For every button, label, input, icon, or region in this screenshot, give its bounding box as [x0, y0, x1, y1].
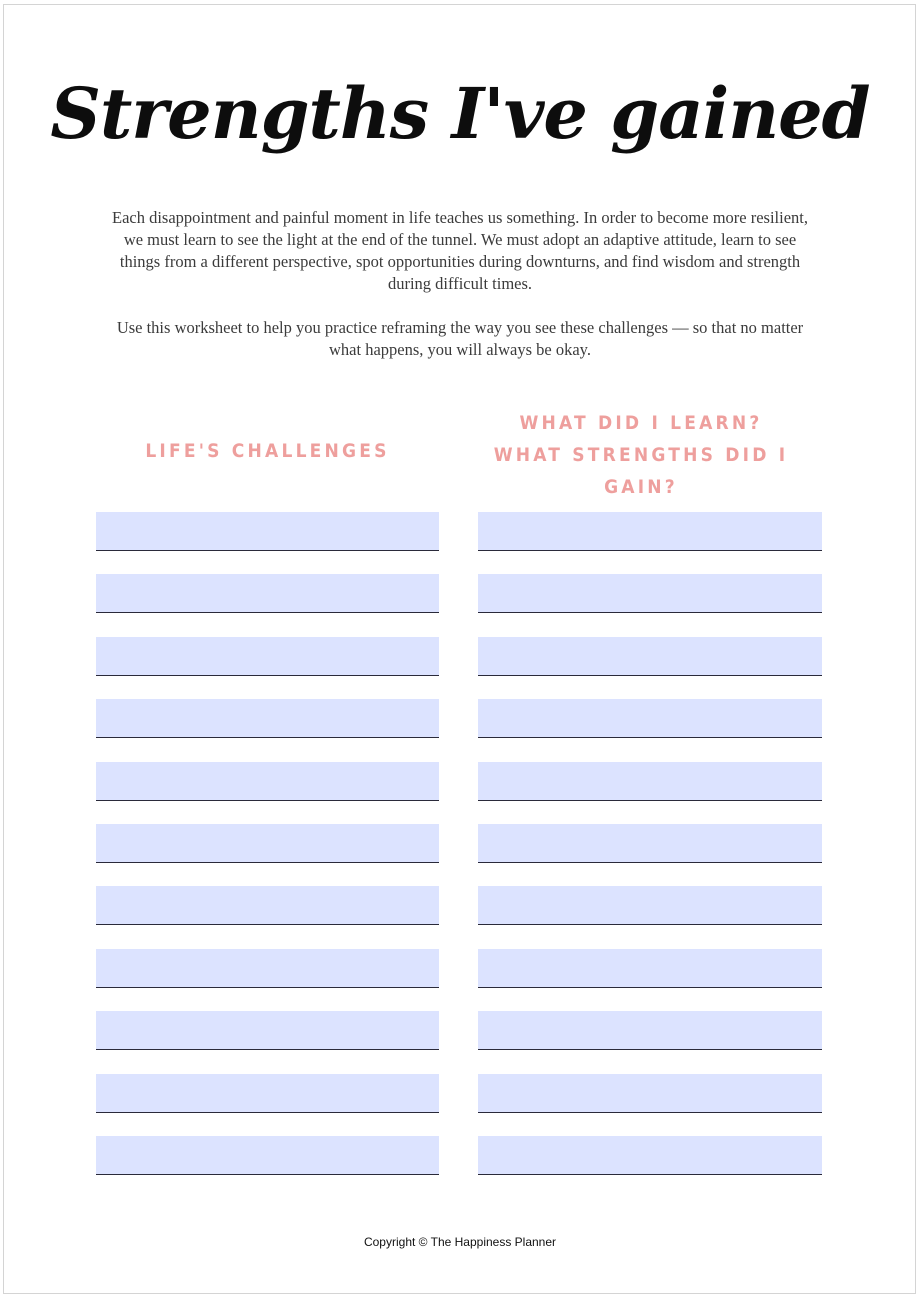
intro-paragraph-1: Each disappointment and painful moment in life teaches us something. In order to become more resilient, we must learn to see the light at the end of the tunnel. We must adopt an adaptive attitude, learn to see things from a different perspective, spot opportunities during downturns, and find wisdom and strength during difficult times.	[111, 208, 808, 293]
strength-line-1[interactable]	[478, 512, 822, 551]
strength-line-10[interactable]	[478, 1074, 822, 1113]
challenge-line-7[interactable]	[96, 886, 439, 925]
challenge-line-9[interactable]	[96, 1011, 439, 1050]
strength-line-4[interactable]	[478, 699, 822, 738]
challenge-line-11[interactable]	[96, 1136, 439, 1175]
challenge-line-1[interactable]	[96, 512, 439, 551]
strength-line-11[interactable]	[478, 1136, 822, 1175]
strength-line-7[interactable]	[478, 886, 822, 925]
intro-paragraph-2: Use this worksheet to help you practice reframing the way you see these challenges — so that no matter what happens, you will always be okay.	[116, 318, 804, 359]
right-column-heading	[460, 407, 822, 503]
challenge-line-8[interactable]	[96, 949, 439, 988]
strength-line-3[interactable]	[478, 637, 822, 676]
challenge-line-10[interactable]	[96, 1074, 439, 1113]
challenge-line-6[interactable]	[96, 824, 439, 863]
right-column-heading-line-1: WHAT DID I LEARN?	[519, 412, 763, 434]
strength-line-2[interactable]	[478, 574, 822, 613]
challenge-line-3[interactable]	[96, 637, 439, 676]
right-column-heading-line-2: WHAT STRENGTHS DID I GAIN?	[493, 444, 789, 498]
page-title: Strengths I've gained	[50, 72, 870, 155]
strength-line-9[interactable]	[478, 1011, 822, 1050]
challenge-line-2[interactable]	[96, 574, 439, 613]
challenge-line-5[interactable]	[96, 762, 439, 801]
left-column-heading: LIFE'S CHALLENGES	[145, 440, 390, 462]
strength-line-5[interactable]	[478, 762, 822, 801]
challenge-line-4[interactable]	[96, 699, 439, 738]
strength-line-6[interactable]	[478, 824, 822, 863]
copyright-footer: Copyright © The Happiness Planner	[363, 1235, 557, 1249]
strength-line-8[interactable]	[478, 949, 822, 988]
